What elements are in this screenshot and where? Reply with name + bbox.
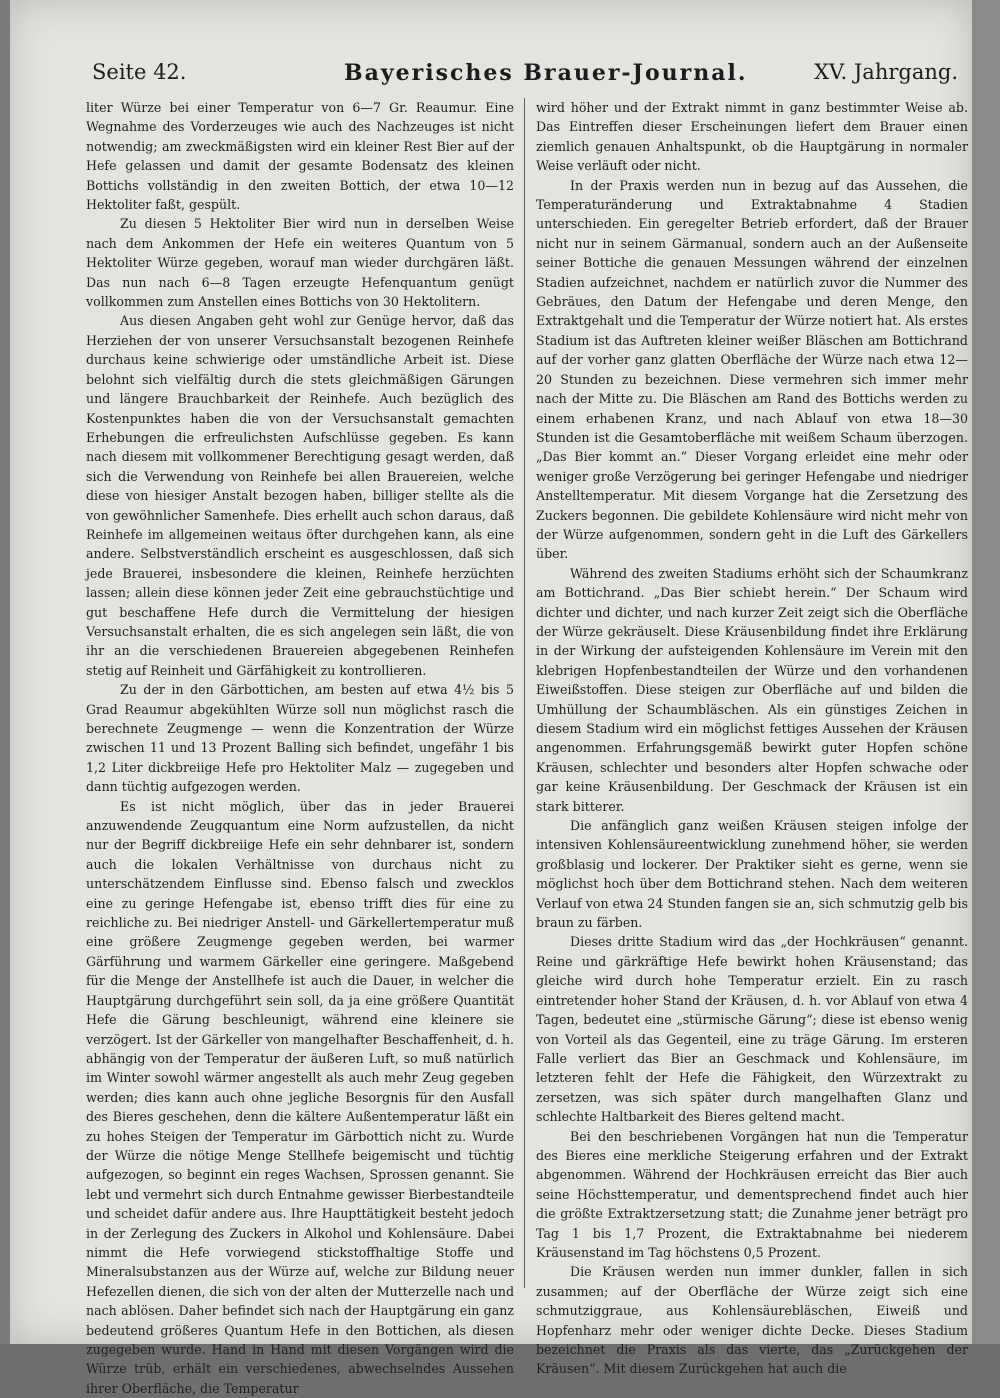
paragraph: In der Praxis werden nun in bezug auf das Aussehen, die Temperaturänderung und Extraktabnahme 4 Stadien unterschieden. Ein geregelter Betrieb erfordert, daß der Brauer nicht nur in seinem Gärmanual, sondern auch an der Außenseite seiner Bottiche die genauen Messungen während der einzelnen Stadien aufzeichnet, nachdem er natürlich zuvor die Nummer des Gebräues, den Datum der Hefengabe und deren Menge, den Extraktgehalt und die Temperatur der Würze notiert hat. Als erstes Stadium ist das Auftreten kleiner weißer Bläschen am Bottichrand auf der vorher ganz glatten Oberfläche der Würze nach etwa 12—20 Stunden zu bezeichnen. Diese vermehren sich immer mehr nach der Mitte zu. Die Bläschen am Rand des Bottichs werden zu einem erhabenen Kranz, und nach Ablauf von etwa 18—30 Stunden ist die Gesamtoberfläche mit weißem Schaum überzogen. „Das Bier kommt an.“ Dieser Vorgang erleidet eine mehr oder weniger große Verzögerung bei geringer Hefengabe und niedriger Anstelltemperatur. Mit diesem Vorgange hat die Zersetzung des Zuckers begonnen. Die gebildete Kohlensäure wird nicht mehr von der Würze aufgenommen, sondern geht in die Luft des Gärkellers über. bbox=[536, 177, 968, 562]
paragraph: Die anfänglich ganz weißen Kräusen steigen infolge der intensiven Kohlensäureentwicklung zunehmend höher, sie werden großblasig und lockerer. Der Praktiker sieht es gerne, wenn sie möglichst hoch über dem Bottichrand stehen. Nach dem weiteren Verlauf von etwa 24 Stunden fangen sie an, sich schmutzig gelb bis braun zu färben. bbox=[536, 818, 968, 931]
paragraph: Zu diesen 5 Hektoliter Bier wird nun in derselben Weise nach dem Ankommen der Hefe ein weiteres Quantum von 5 Hektoliter Würze gegeben, worauf man wieder durchgären läßt. Das nun nach 6—8 Tagen erzeugte Hefenquantum genügt vollkommen zum Anstellen eines Bottichs von 30 Hektolitern. bbox=[86, 216, 514, 310]
volume-label: XV. Jahrgang. bbox=[814, 60, 958, 84]
paragraph: Es ist nicht möglich, über das in jeder Brauerei anzuwendende Zeugquantum eine Norm aufzustellen, da nicht nur der Begriff dickbreiige Hefe ein sehr dehnbarer ist, sondern auch die lokalen Verhältnisse von durchaus nicht zu unterschätzendem Einflusse sind. Ebenso falsch und zwecklos eine zu geringe Hefengabe ist, ebenso trifft dies für eine zu reichliche zu. Bei niedriger Anstell- und Gärkellertemperatur muß eine größere Zeugmenge gegeben werden, bei warmer Gärführung und warmem Gärkeller eine geringere. Maßgebend für die Menge der Anstellhefe ist auch die Dauer, in welcher die Hauptgärung durchgeführt sein soll, da ja eine größere Quantität Hefe die Gärung beschleunigt, während eine kleinere sie verzögert. Ist der Gärkeller von mangelhafter Beschaffenheit, d. h. abhängig von der Temperatur der äußeren Luft, so muß natürlich im Winter sowohl wärmer angestellt als auch mehr Zeug gegeben werden; dies kann auch ohne jegliche Besorgnis für den Ausfall des Bieres geschehen, denn die kältere Außentemperatur läßt ein zu hohes Steigen der Temperatur im Gärbottich nicht zu. Wurde der Würze die nötige Menge Stellhefe beigemischt und tüchtig aufgezogen, so beginnt ein reges Wachsen, Sprossen genannt. Sie lebt und vermehrt sich durch Entnahme gewisser Bierbestandteile und scheidet dafür andere aus. Ihre Haupttätigkeit besteht jedoch in der Zerlegung des Zuckers in Alkohol und Kohlensäure. Dabei nimmt die Hefe vorwiegend stickstoffhaltige Stoffe und Mineralsubstanzen aus der Würze auf, welche zur Bildung neuer Hefezellen dienen, die sich von der alten der Mutterzelle nach und nach ablösen. Daher befindet sich nach der Hauptgärung ein ganz bedeutend größeres Quantum Hefe in den Bottichen, als diesen zugegeben wurde. Hand in Hand mit diesen Vorgängen wird die Würze trüb, erhält ein verschiedenes, abwechselndes Aussehen ihrer Oberfläche, die Temperatur bbox=[86, 798, 515, 1396]
paragraph: Aus diesen Angaben geht wohl zur Genüge hervor, daß das Herziehen der von unserer Versuchsanstalt bezogenen Reinhefe durchaus keine schwierige oder umständliche Arbeit ist. Diese belohnt sich vielfältig durch die stets gleichmäßigen Gärungen und längere Brauchbarkeit der Reinhefe. Auch bezüglich des Kostenpunktes haben die von der Versuchsanstalt gemachten Erhebungen die erfreulichsten Aufschlüsse gegeben. Es kann nach diesem mit vollkommener Berechtigung gesagt werden, daß sich die Verwendung von Reinhefe bei allen Brauereien, welche diese von hiesiger Anstalt bezogen haben, billiger stellte als die von gewöhnlicher Samenhefe. Dies erhellt auch schon daraus, daß Reinhefe im allgemeinen weitaus öfter durchgehen kann, als eine andere. Selbstverständlich erscheint es ausgeschlossen, daß sich jede Brauerei, insbesondere die kleinen, Reinhefe herzüchten lassen; allein diese können jeder Zeit eine gebrauchstüchtige und gut beschaffene Hefe durch die Vermittelung der hiesigen Versuchsanstalt erhalten, die es sich angelegen sein läßt, die von ihr an die verschiedenen Brauereien abgegebenen Reinhefen stetig auf Reinheit und Gärfähigkeit zu kontrollieren. bbox=[86, 313, 514, 678]
paragraph: Zu der in den Gärbottichen, am besten auf etwa 4½ bis 5 Grad Reaumur abgekühlten Würze soll nun möglichst rasch die berechnete Zeugmenge — wenn die Konzentration der Würze zwischen 11 und 13 Prozent Balling sich befindet, ungefähr 1 bis 1,2 Liter dickbreiige Hefe pro Hektoliter Malz — zugegeben und dann tüchtig aufgezogen werden. bbox=[86, 682, 514, 795]
paragraph: Während des zweiten Stadiums erhöht sich der Schaumkranz am Bottichrand. „Das Bier schiebt herein.“ Der Schaum wird dichter und dichter, und nach kurzer Zeit zeigt sich die Oberfläche der Würze gekräuselt. Diese Kräusenbildung findet ihre Erklärung in der Wirkung der aufsteigenden Kohlensäure im Verein mit den klebrigen Hopfenbestandteilen der Würze und den vorhandenen Eiweißstoffen. Diese steigen zur Oberfläche auf und bilden die Umhüllung der Schaumbläschen. Als ein günstiges Zeichen in diesem Stadium wird ein möglichst fettiges Aussehen der Kräusen angenommen. Erfahrungsgemäß bewirkt guter Hopfen schöne Kräusen, schlechter und besonders alter Hopfen schwache oder gar keine Kräusenbildung. Der Geschmack der Kräusen ist ein stark bitterer. bbox=[536, 565, 968, 814]
paragraph: wird höher und der Extrakt nimmt in ganz bestimmter Weise ab. Das Eintreffen dieser Erscheinungen liefert dem Brauer einen ziemlich genauen Anhaltspunkt, ob die Hauptgärung in normaler Weise verläuft oder nicht. bbox=[536, 100, 968, 174]
page-edge bbox=[972, 0, 1000, 1344]
page-number: Seite 42. bbox=[92, 60, 187, 84]
page-header bbox=[92, 60, 958, 96]
journal-title: Bayerisches Brauer-Journal. bbox=[344, 60, 748, 86]
column-divider bbox=[524, 98, 525, 1288]
right-column bbox=[536, 98, 968, 1377]
paragraph: Die Kräusen werden nun immer dunkler, fallen in sich zusammen; auf der Oberfläche der Würze zeigt sich eine schmutziggraue, aus Kohlensäurebläschen, Eiweiß und Hopfenharz mehr oder weniger dichte Decke. Dieses Stadium bezeichnet die Praxis als das vierte, das „Zurückgehen der Kräusen“. Mit diesem Zurückgehen hat auch die bbox=[536, 1264, 968, 1377]
paragraph: Bei den beschriebenen Vorgängen hat nun die Temperatur des Bieres eine merkliche Steigerung erfahren und der Extrakt abgenommen. Während der Hochkräusen erreicht das Bier auch seine Höchsttemperatur, und dementsprechend findet auch hier die größte Extraktzersetzung statt; die Zunahme jener beträgt pro Tag 1 bis 1,7 Prozent, die Extraktabnahme bei niederem Kräusenstand im Tag höchstens 0,5 Prozent. bbox=[536, 1128, 968, 1260]
left-column bbox=[86, 98, 515, 1396]
paragraph: Dieses dritte Stadium wird das „der Hochkräusen“ genannt. Reine und gärkräftige Hefe bewirkt hohen Kräusenstand; das gleiche wird durch hohe Temperatur erzielt. Ein zu rasch eintretender hoher Stand der Kräusen, d. h. vor Ablauf von etwa 4 Tagen, bedeutet eine „stürmische Gärung“; diese ist ebenso wenig von Vorteil als das Gegenteil, eine zu träge Gärung. Im ersteren Falle verliert das Bier an Geschmack und Kohlensäure, im letzteren fehlt der Hefe die Fähigkeit, den Würzextrakt zu zersetzen, was sich später durch mangelhaften Glanz und schlechte Haltbarkeit des Bieres geltend macht. bbox=[536, 934, 968, 1125]
paragraph: liter Würze bei einer Temperatur von 6—7 Gr. Reaumur. Eine Wegnahme des Vorderzeuges wie auch des Nachzeuges ist nicht notwendig; am zweckmäßigsten wird ein kleiner Rest Bier auf der Hefe gelassen und damit der gesamte Bodensatz des kleinen Bottichs vollständig in den zweiten Bottich, der etwa 10—12 Hektoliter faßt, gespült. bbox=[86, 100, 514, 213]
